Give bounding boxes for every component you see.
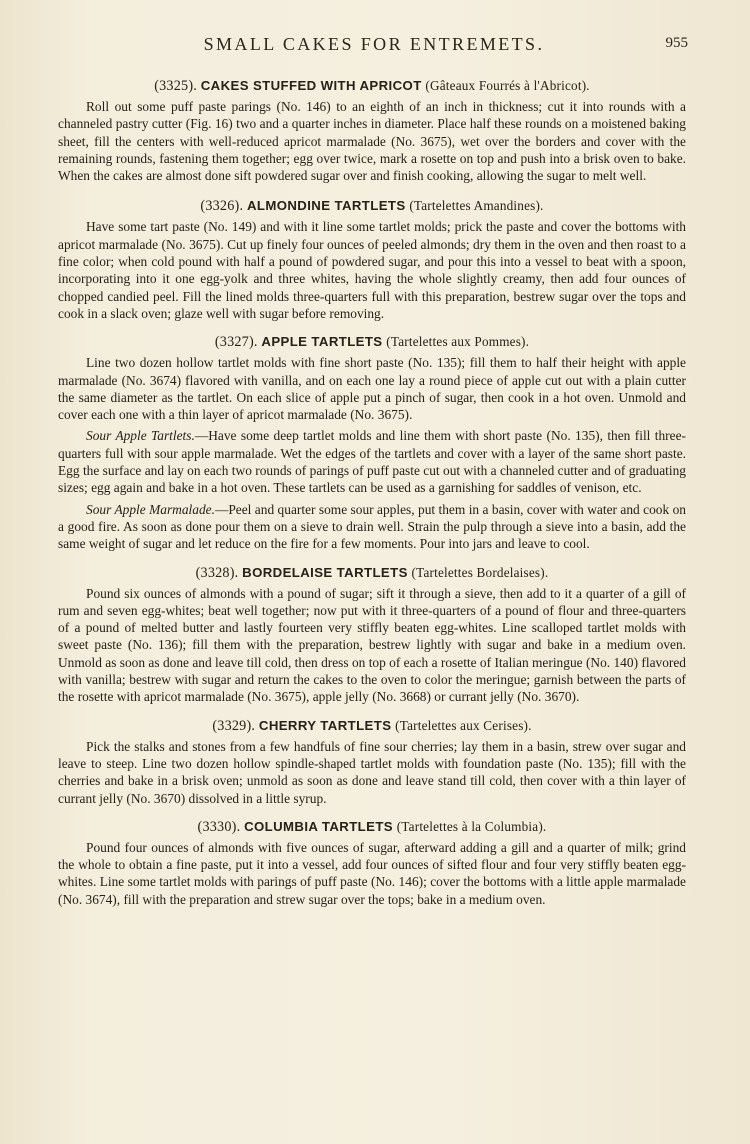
recipe-heading — [58, 334, 686, 351]
recipe-number: (3327). — [214, 334, 258, 351]
recipe-number: (3329). — [212, 717, 256, 734]
recipe-paragraph — [58, 839, 686, 908]
paragraph-text: —Have some deep tartlet molds and line them with short paste (No. 135), then fill three-quarters full with sour apple marmalade. Wet the edges of the tartlets and cover with a layer of the same short paste. Egg the surface and lay on each two rounds of parings of puff paste cut out with a channeled cutter and of graduating sizes; egg again and bake in a hot oven. These tartlets can be used as a garnishing for saddles of venison, etc. — [58, 428, 686, 496]
recipe-paragraph — [58, 585, 686, 706]
recipe-paragraph — [58, 354, 686, 423]
recipe-number: (3330). — [197, 818, 241, 835]
recipe-number: (3328). — [195, 564, 239, 581]
sub-recipe-title: Sour Apple Marmalade. — [86, 501, 215, 517]
paragraph-text: Line two dozen hollow tartlet molds with fine short paste (No. 135); fill them to half their height with apple marmalade (No. 3674) flavored with vanilla, and on each one lay a round piece of apple cut out with a plain cutter the same diameter as the tartlet. On each slice of apple put a pinch of sugar, then cook in a hot oven. Unmold and cover each one with a thin layer of apricot marmalade (No. 3675). — [58, 355, 686, 423]
page-number: 955 — [665, 35, 688, 51]
paragraph-text: —Peel and quarter some sour apples, put them in a basin, cover with water and cook on a good fire. As soon as done pour them on a sieve to drain well. Strain the pulp through a sieve into a basin, add the same weight of sugar and let reduce on the fire for a few moments. Pour into jars and leave to cool. — [58, 501, 686, 552]
recipe-3329 — [58, 718, 686, 807]
recipe-3326 — [58, 198, 686, 322]
paragraph-text: Pound four ounces of almonds with five ounces of sugar, afterward adding a gill and a quarter of milk; grind the whole to obtain a fine paste, put it into a vessel, add four ounces of sifted flour and four very stiffly beaten egg-whites. Line some tartlet molds with parings of puff paste (No. 146); cover the bottoms with a little apple marmalade (No. 3674), fill with the preparation and strew sugar over the tops; bake in a medium oven. — [58, 839, 686, 907]
recipe-3328 — [58, 565, 686, 706]
recipe-heading — [58, 78, 686, 95]
recipe-name: BORDELAISE TARTLETS — [242, 564, 408, 580]
recipe-french-name: (Tartelettes Bordelaises). — [411, 564, 549, 580]
recipe-name: COLUMBIA TARTLETS — [244, 818, 393, 834]
paragraph-text: Pound six ounces of almonds with a pound of sugar; sift it through a sieve, then add to it a quarter of a gill of rum and seven egg-whites; beat well together; now put with it three-quarters of a pound of flour and three-quarters of a pound of melted butter and lastly fourteen very stiffly beaten egg-whites. Line scalloped tartlet molds with sweet paste (No. 136); fill them with the preparation, bestrew lightly with sugar and bake in a medium oven. Unmold as soon as done and leave till cold, then dress on top of each a rosette of Italian meringue (No. 140) flavored with vanilla; bestrew with sugar and return the cakes to the oven to color the meringue; garnish between the parts of the rosette with apricot marmalade (No. 3675), apple jelly (No. 3668) or currant jelly (No. 3670). — [58, 585, 686, 705]
recipe-paragraph — [58, 427, 686, 496]
sub-recipe-title: Sour Apple Tartlets. — [86, 428, 195, 444]
paragraph-text: Have some tart paste (No. 149) and with it line some tartlet molds; prick the paste and cover the bottoms with apricot marmalade (No. 3675). Cut up finely four ounces of peeled almonds; dry them in the oven and then roast to a fine color; when cold pound with half a pound of powdered sugar, and pour this into a vessel to beat with a spoon, incorporating into it one egg-yolk and three whites, having the whole slightly creamy, then add four ounces of chopped candied peel. Fill the lined molds three-quarters full with this preparation, bestrew sugar over the tops and cook in a slack oven; glaze well with sugar before removing. — [58, 219, 686, 321]
recipe-french-name: (Gâteaux Fourrés à l'Abricot). — [425, 78, 590, 93]
recipe-french-name: (Tartelettes aux Cerises). — [395, 717, 532, 733]
page-content — [58, 72, 686, 908]
recipe-paragraph — [58, 738, 686, 807]
recipe-paragraph — [58, 98, 686, 184]
paragraph-text: Pick the stalks and stones from a few handfuls of fine sour cherries; lay them in a basin, strew over sugar and leave to steep. Line two dozen hollow spindle-shaped tartlet molds with foundation paste (No. 135); fill with the cherries and bake in a brisk oven; unmold as soon as done and leave stand till cold, then cover with a thin layer of currant jelly (No. 3670) dissolved in a little syrup. — [58, 738, 686, 806]
recipe-number: (3326). — [200, 198, 244, 215]
recipe-heading — [58, 718, 686, 735]
recipe-number: (3325). — [154, 78, 197, 94]
recipe-heading — [58, 198, 686, 215]
recipe-french-name: (Tartelettes à la Columbia). — [396, 818, 547, 834]
recipe-name: CHERRY TARTLETS — [258, 717, 392, 733]
recipe-3325 — [58, 78, 686, 184]
recipe-paragraph — [58, 218, 686, 322]
recipe-3327 — [58, 334, 686, 552]
recipe-french-name: (Tartelettes Amandines). — [409, 198, 544, 214]
recipe-3330 — [58, 819, 686, 908]
recipe-heading — [58, 819, 686, 836]
recipe-heading — [58, 565, 686, 582]
recipe-french-name: (Tartelettes aux Pommes). — [386, 334, 530, 350]
running-head — [60, 34, 688, 58]
recipe-name: CAKES STUFFED WITH APRICOT — [200, 78, 422, 93]
running-title: SMALL CAKES FOR ENTREMETS. — [203, 34, 545, 54]
recipe-name: APPLE TARTLETS — [261, 334, 383, 350]
recipe-paragraph — [58, 501, 686, 553]
recipe-name: ALMONDINE TARTLETS — [246, 198, 406, 214]
paragraph-text: Roll out some puff paste parings (No. 146) to an eighth of an inch in thickness; cut it into rounds with a channeled pastry cutter (Fig. 16) two and a quarter inches in diameter. Place half these rounds on a moistened baking sheet, fill the centers with well-reduced apricot marmalade (No. 3675), wet over the borders and cover with the remaining rounds, fastening them together; egg over twice, mark a rosette on top and push into a brisk oven to bake. When the cakes are almost done sift powdered sugar over and finish cooking, allowing the sugar to melt well. — [58, 99, 686, 184]
